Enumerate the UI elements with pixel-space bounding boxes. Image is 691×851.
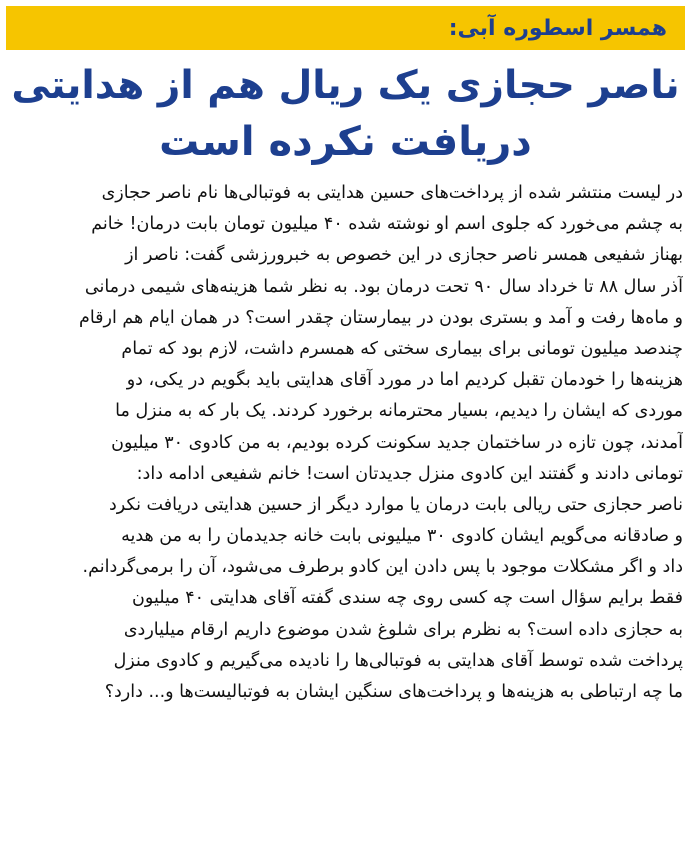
body-line: و ماه‌ها رفت و آمد و بستری بودن در بیمارستان چقدر است؟ در همان ایام هم ارقام xyxy=(78,307,683,328)
body-line: هزینه‌ها را خودمان تقبل کردیم اما در مورد آقای هدایتی باید بگویم در یکی، دو xyxy=(126,370,683,391)
body-line: ناصر حجازی حتی ریالی بابت درمان یا موارد دیگر از حسین هدایتی دریافت نکرد xyxy=(109,494,683,515)
body-line: به چشم می‌خورد که جلوی اسم او نوشته شده ۴۰ میلیون تومان بابت درمان! خانم xyxy=(91,214,683,235)
body-line: آذر سال ۸۸ تا خرداد سال ۹۰ تحت درمان بود. به نظر شما هزینه‌های شیمی درمانی xyxy=(84,276,683,297)
kicker-text: همسر اسطوره آبی: xyxy=(448,15,667,41)
body-line: ما چه ارتباطی به هزینه‌ها و پرداخت‌های سنگین ایشان به فوتبالیست‌ها و... دارد؟ xyxy=(104,682,683,702)
body-line: بهناز شفیعی همسر ناصر حجازی در این خصوص به خبرورزشی گفت: ناصر از xyxy=(125,245,683,266)
body-line: و صادقانه می‌گویم ایشان کادوی ۳۰ میلیونی بابت خانه جدیدمان را به من هدیه xyxy=(121,526,683,547)
body-line: داد و اگر مشکلات موجود با پس دادن این کادو برطرف می‌شود، آن را برمی‌گردانم. xyxy=(82,557,683,578)
headline-line-1: ناصر حجازی یک ریال هم از هدایتی xyxy=(11,63,680,108)
body-line: پرداخت شده توسط آقای هدایتی به فوتبالی‌ها را نادیده می‌گیریم و کادوی منزل xyxy=(113,650,683,671)
body-line: فقط برایم سؤال است چه کسی روی چه سندی گفته آقای هدایتی ۴۰ میلیون xyxy=(132,588,683,609)
headline-line-2: دریافت نکرده است xyxy=(159,119,532,165)
body-line: در لیست منتشر شده از پرداخت‌های حسین هدایتی به فوتبالی‌ها نام ناصر حجازی xyxy=(101,183,683,203)
body-line: تومانی دادند و گفتند این کادوی منزل جدیدتان است! خانم شفیعی ادامه داد: xyxy=(136,463,683,484)
body-line: به حجازی داده است؟ به نظرم برای شلوغ شدن موضوع داریم ارقام میلیاردی xyxy=(123,619,683,640)
body-line: چندصد میلیون تومانی برای بیماری سختی که همسرم داشت، لازم بود که تمام xyxy=(121,338,683,359)
kicker-banner xyxy=(6,6,685,50)
body-line: آمدند، چون تازه در ساختمان جدید سکونت کرده بودیم، به من کادوی ۳۰ میلیون xyxy=(111,432,683,453)
article-body xyxy=(8,178,683,708)
body-line: موردی که ایشان را دیدیم، بسیار محترمانه برخورد کردند. یک بار که به منزل ما xyxy=(115,401,683,422)
headline xyxy=(10,58,681,170)
